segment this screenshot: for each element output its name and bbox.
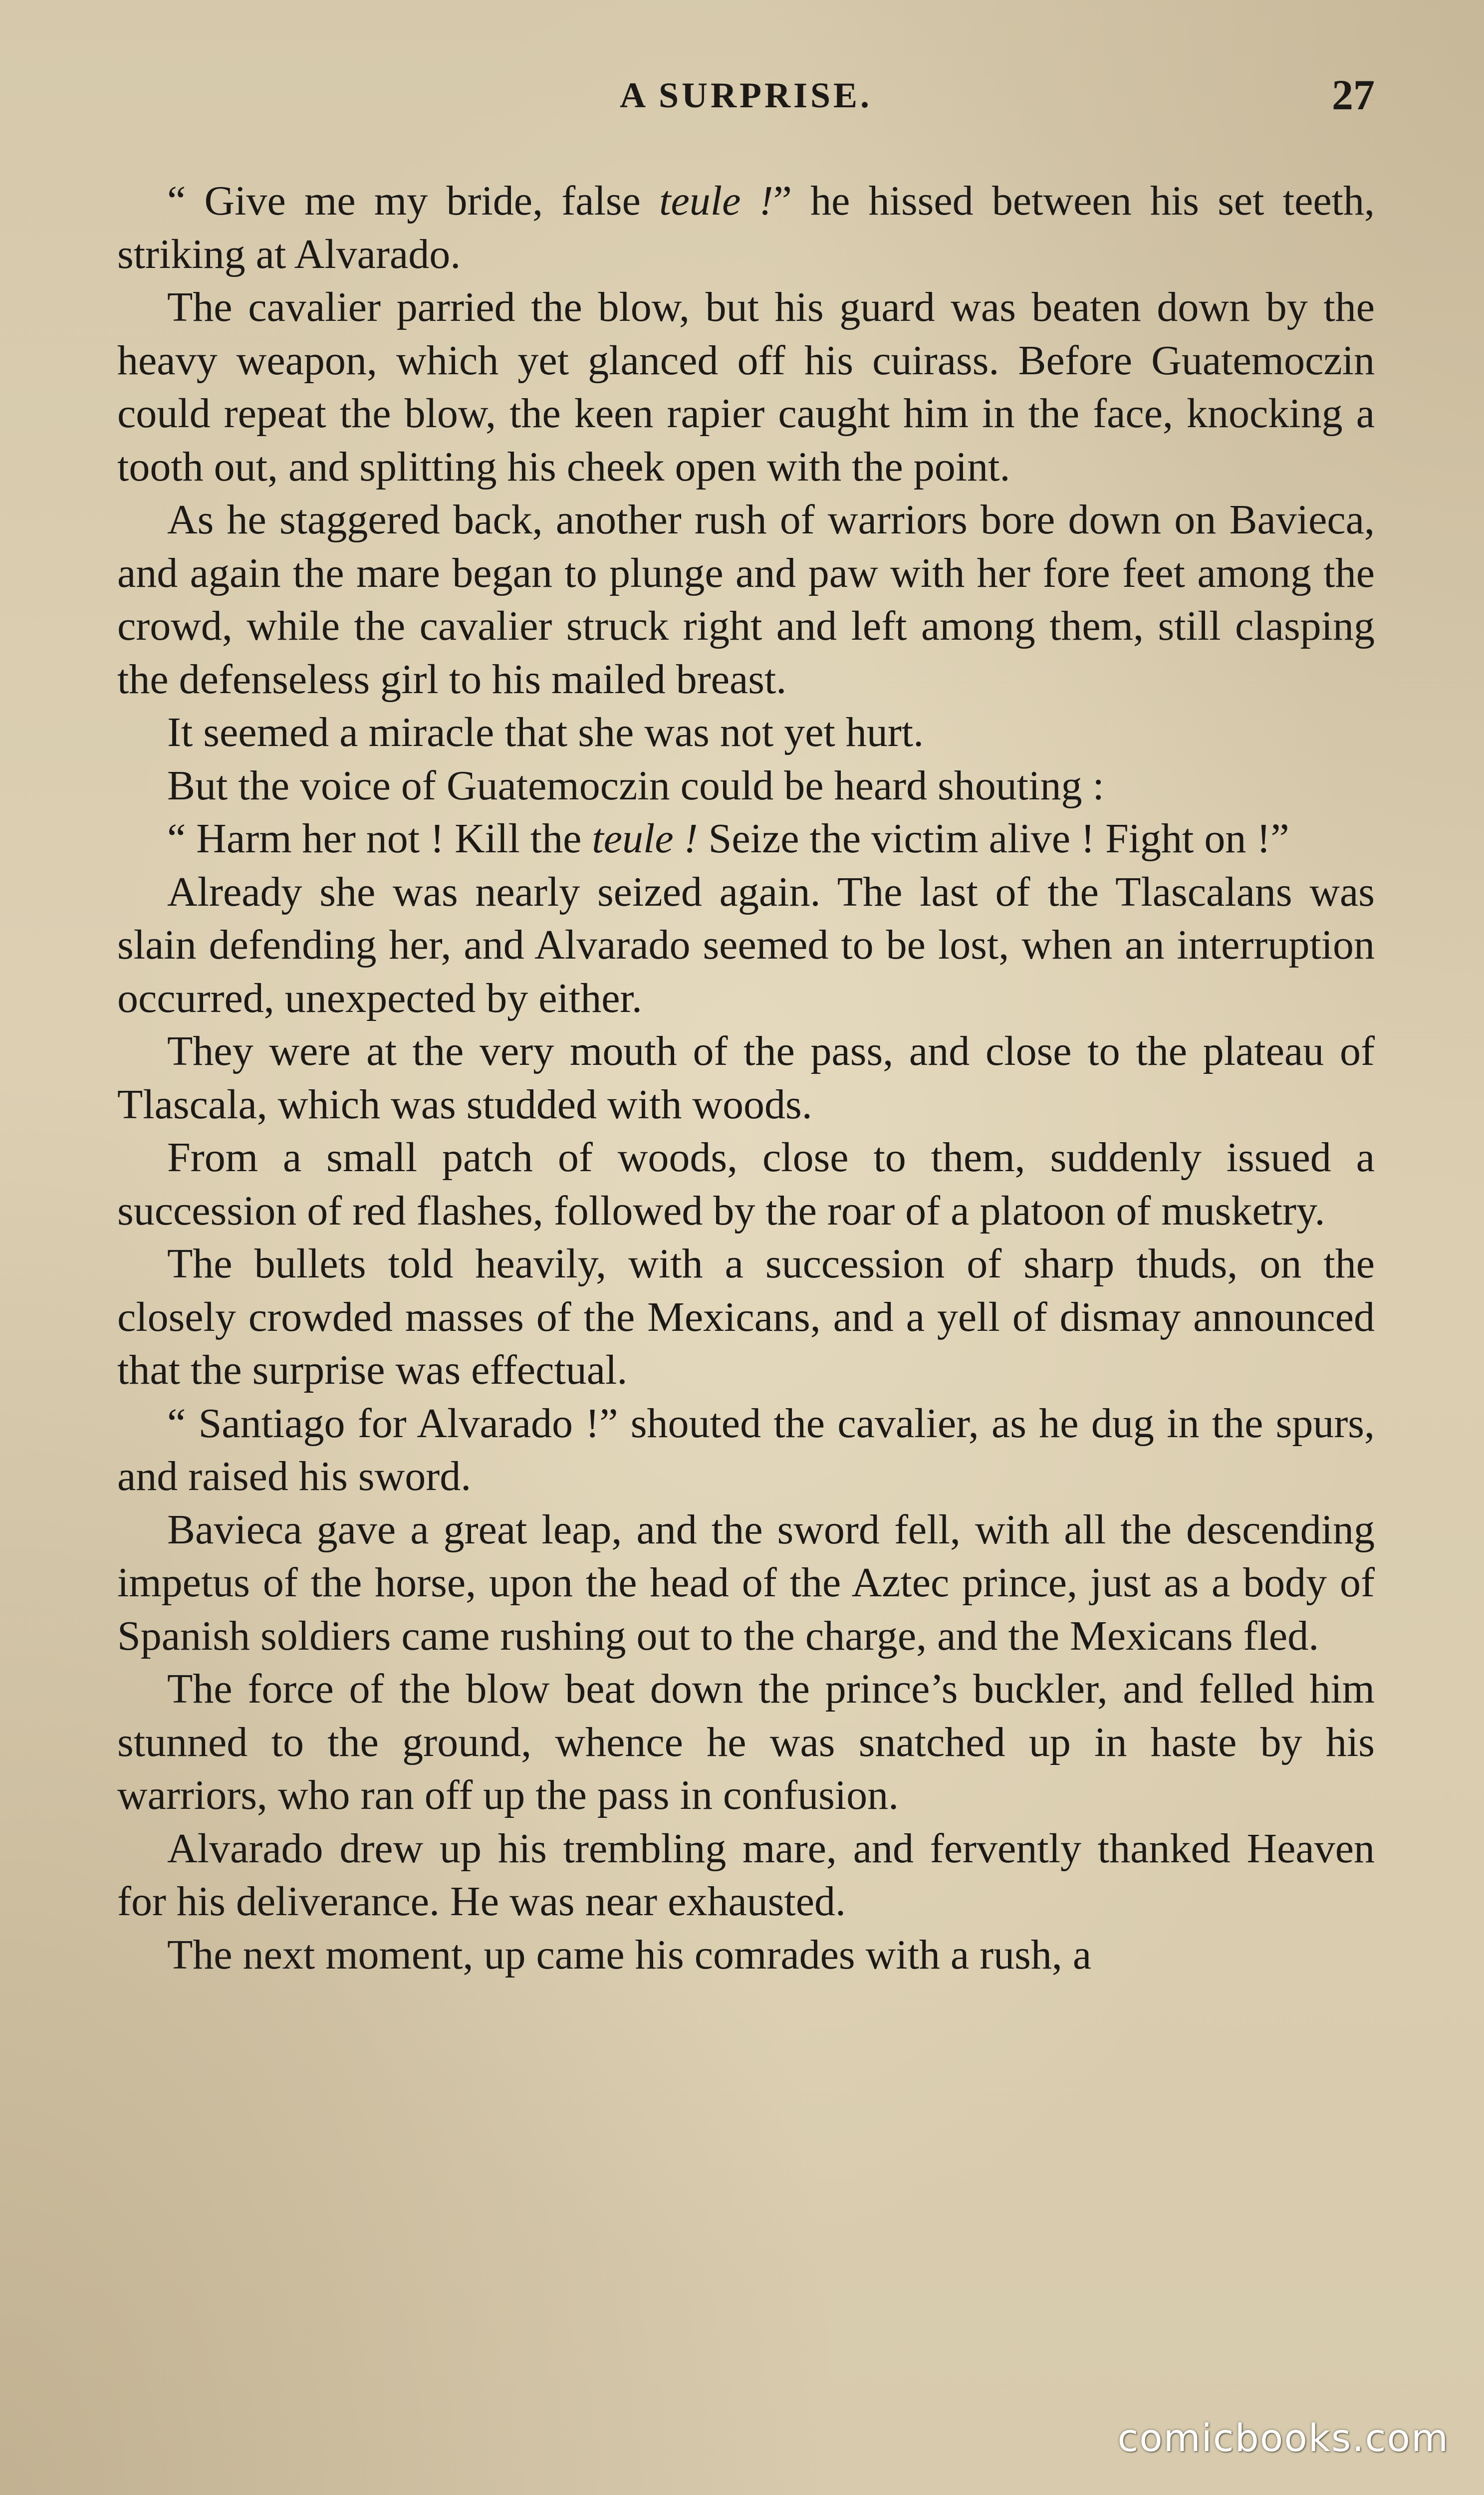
paragraph xyxy=(117,1238,1375,1397)
text-run: “ Santiago for Alvarado !” shouted the cavalier, as he dug in the spurs, and raised his sword. xyxy=(117,1400,1375,1499)
paragraph xyxy=(117,1131,1375,1238)
paragraph xyxy=(117,1929,1375,1982)
italic-text: teule ! xyxy=(659,178,773,224)
paragraph xyxy=(117,1822,1375,1929)
text-run: ” he hissed between his set teeth, striking at Alvarado. xyxy=(117,178,1375,277)
paragraph xyxy=(117,706,1375,759)
text-run: Bavieca gave a great leap, and the sword fell, with all the descending impetus of the horse, upon the head of the Aztec prince, just as a body of Spanish soldiers came rushing out to the charge, and the Mexicans fled. xyxy=(117,1506,1375,1659)
text-run: Seize the victim alive ! Fight on !” xyxy=(698,815,1289,862)
text-run: The force of the blow beat down the prince’s buckler, and felled him stunned to the ground, whence he was snatched up in haste by his warriors, who ran off up the pass in confusion. xyxy=(117,1666,1375,1818)
text-run: But the voice of Guatemoczin could be heard shouting : xyxy=(167,762,1104,809)
text-run: It seemed a miracle that she was not yet hurt. xyxy=(167,709,924,755)
body-text xyxy=(117,175,1375,1982)
text-run: From a small patch of woods, close to them, suddenly issued a succession of red flashes, followed by the roar of a platoon of musketry. xyxy=(117,1134,1375,1234)
paragraph xyxy=(117,1025,1375,1131)
text-run: As he staggered back, another rush of warriors bore down on Bavieca, and again the mare began to plunge and paw with her fore feet among the crowd, while the cavalier struck right and left among them, still clasping the defenseless girl to his mailed breast. xyxy=(117,497,1375,703)
text-run: The cavalier parried the blow, but his guard was beaten down by the heavy weapon, which yet glanced off his cuirass. Before Guatemoczin could repeat the blow, the keen rapier caught him in the face, knocking a tooth out, and splitting his cheek open with the point. xyxy=(117,284,1375,490)
page-number: 27 xyxy=(1332,71,1375,119)
text-run: The bullets told heavily, with a succession of sharp thuds, on the closely crowded masses of the Mexicans, and a yell of dismay announced that the surprise was effectual. xyxy=(117,1241,1375,1393)
paragraph xyxy=(117,1503,1375,1663)
paragraph xyxy=(117,494,1375,706)
text-run: “ Give me my bride, false xyxy=(167,178,660,224)
text-run: Already she was nearly seized again. The last of the Tlascalans was slain defending her, and Alvarado seemed to be lost, when an interruption occurred, unexpected by either. xyxy=(117,868,1375,1021)
watermark: comicbooks.com xyxy=(1117,2416,1449,2460)
text-run: “ Harm her not ! Kill the xyxy=(167,815,592,862)
text-run: They were at the very mouth of the pass, and close to the plateau of Tlascala, which was studded with woods. xyxy=(117,1028,1375,1128)
paragraph xyxy=(117,175,1375,281)
paragraph xyxy=(117,866,1375,1025)
text-run: Alvarado drew up his trembling mare, and fervently thanked Heaven for his deliverance. He was near exhausted. xyxy=(117,1825,1375,1925)
paragraph xyxy=(117,812,1375,866)
page-header xyxy=(117,71,1375,130)
italic-text: teule ! xyxy=(592,815,698,862)
paragraph xyxy=(117,1663,1375,1822)
paragraph xyxy=(117,759,1375,813)
running-title: A SURPRISE. xyxy=(619,75,873,115)
text-run: The next moment, up came his comrades with a rush, a xyxy=(167,1931,1092,1978)
paragraph xyxy=(117,281,1375,494)
paragraph xyxy=(117,1397,1375,1503)
